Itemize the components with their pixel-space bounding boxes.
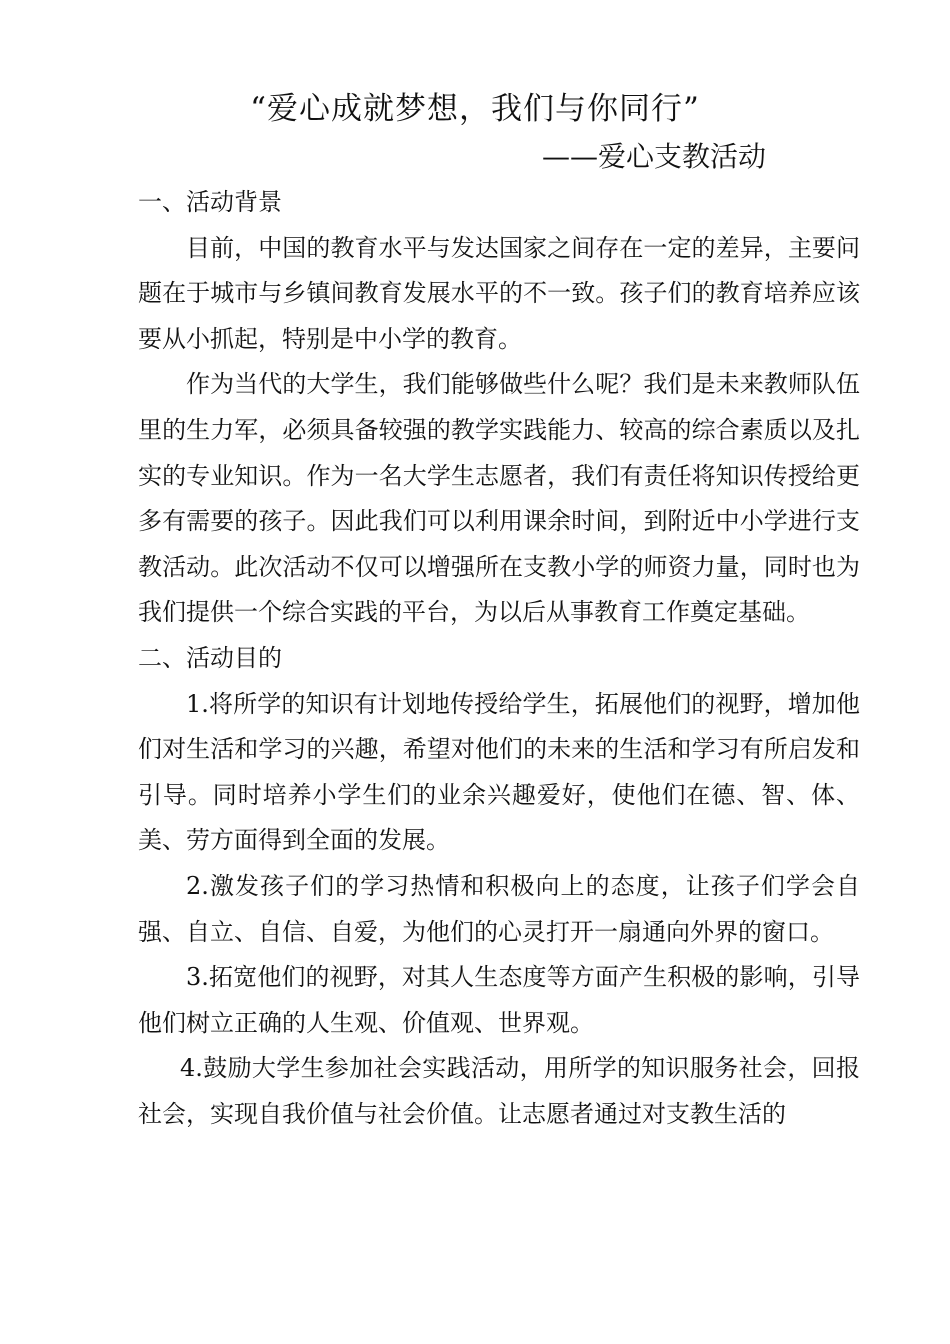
document-title: “爱心成就梦想，我们与你同行”: [250, 91, 700, 127]
section-heading-background: 一、活动背景: [138, 188, 282, 216]
background-paragraph-1: 目前，中国的教育水平与发达国家之间存在一定的差异，主要问题在于城市与乡镇间教育发展水平的不一致。孩子们的教育培养应该要从小抓起，特别是中小学的教育。: [138, 233, 860, 353]
document-subtitle: ——爱心支教活动: [542, 140, 767, 173]
background-paragraph-2: 作为当代的大学生，我们能够做些什么呢？我们是未来教师队伍里的生力军，必须具备较强的教学实践能力、较高的综合素质以及扎实的专业知识。作为一名大学生志愿者，我们有责任将知识传授给更多有需要的孩子。因此我们可以利用课余时间，到附近中小学进行支教活动。此次活动不仅可以增强所在支教小学的师资力量，同时也为我们提供一个综合实践的平台，为以后从事教育工作奠定基础。: [138, 370, 860, 627]
section-heading-purpose: 二、活动目的: [138, 643, 282, 672]
purpose-item-4: 4.鼓励大学生参加社会实践活动，用所学的知识服务社会，回报社会，实现自我价值与社会价值。让志愿者通过对支教生活的: [138, 1054, 860, 1128]
purpose-item-1: 1.将所学的知识有计划地传授给学生，拓展他们的视野，增加他们对生活和学习的兴趣，希望对他们的未来的生活和学习有所启发和引导。同时培养小学生们的业余兴趣爱好，使他们在德、智、体、美、劳方面得到全面的发展。: [138, 689, 860, 855]
purpose-item-3: 3.拓宽他们的视野，对其人生态度等方面产生积极的影响，引导他们树立正确的人生观、价值观、世界观。: [138, 963, 860, 1037]
purpose-item-2: 2.激发孩子们的学习热情和积极向上的态度，让孩子们学会自强、自立、自信、自爱，为他们的心灵打开一扇通向外界的窗口。: [138, 871, 860, 946]
document-body: [138, 180, 860, 1137]
